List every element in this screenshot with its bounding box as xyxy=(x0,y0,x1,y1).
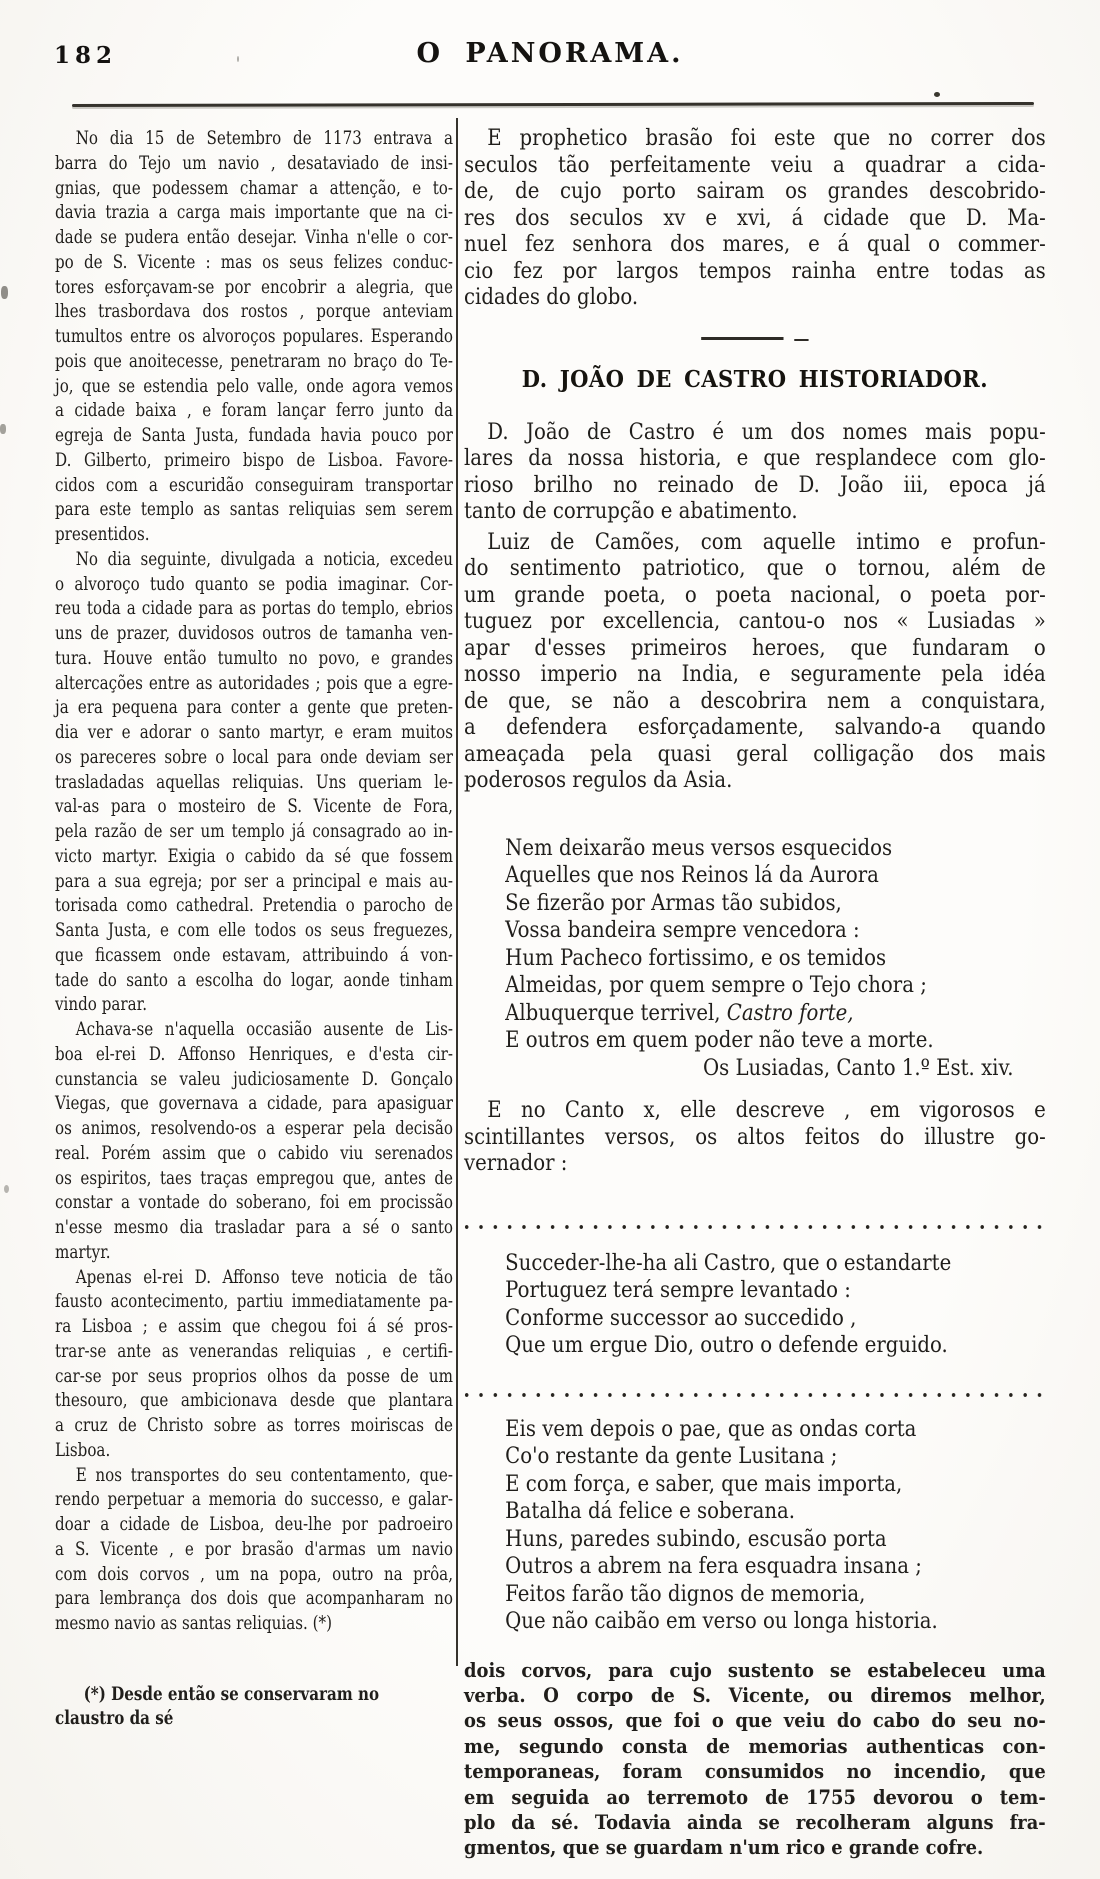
text-line: temporaneas, foram consumidos no incendio, que xyxy=(464,1759,1046,1784)
text-line: jo, que se estendia pelo valle, onde agora vemos xyxy=(55,374,453,397)
text-line: os seus ossos, que foi o que veiu do cabo do seu no- xyxy=(464,1708,1046,1733)
verse-stanza-lusiadas-2 xyxy=(464,1250,1046,1360)
text-line: trasladadas aquellas reliquias. Uns queriam le- xyxy=(55,770,453,793)
header-rule xyxy=(72,102,1034,107)
text-line: car-se por seus proprios olhos da posse de um xyxy=(55,1364,453,1387)
left-column-text xyxy=(55,126,453,1730)
text-line: apar d'esses primeiros heroes, que fundaram o xyxy=(464,635,1046,661)
text-line: verba. O corpo de S. Vicente, ou diremos melhor, xyxy=(464,1682,1046,1707)
text-line: do sentimento patriotico, que o tornou, além de xyxy=(464,556,1046,581)
text-line: cidos com a escuridão conseguiram transportar xyxy=(55,473,453,496)
text-line: gnias, que podessem chamar a attenção, e to- xyxy=(55,176,453,199)
text-line: ameaçada pela quasi geral colligação dos mais xyxy=(464,741,1046,767)
text-line: val-as para o mosteiro de S. Vicente de Fora, xyxy=(55,795,453,818)
text-line: a cruz de Christo sobre as torres moiriscas de xyxy=(55,1414,453,1436)
text-line: Co'o restante da gente Lusitana ; xyxy=(505,1444,838,1469)
text-line: presentidos. xyxy=(55,523,150,545)
text-line: para este templo as santas reliquias sem serem xyxy=(55,498,453,521)
text-line: Conforme successor ao succedido , xyxy=(505,1305,857,1331)
text-line: altercações entre as autoridades ; pois que a egre- xyxy=(55,671,453,694)
text-line xyxy=(505,1000,1046,1028)
left-column xyxy=(55,126,453,1730)
text-line: E nos transportes do seu contentamento, que- xyxy=(75,1463,454,1486)
text-line: Apenas el-rei D. Affonso teve noticia de tão xyxy=(75,1265,454,1288)
text-line: E com força, e saber, que mais importa, xyxy=(505,1471,903,1497)
text-line: barra do Tejo um navio , desataviado de insi- xyxy=(55,151,453,174)
text-line: reu toda a cidade para as portas do templo, ebrios xyxy=(55,597,453,620)
text-line: n'esse mesmo dia trasladar para a sé o santo xyxy=(55,1216,453,1238)
paragraph-camoes xyxy=(464,530,1046,795)
text-line: poderosos regulos da Asia. xyxy=(464,768,733,793)
text-line: cidades do globo. xyxy=(464,285,639,310)
text-line: torisada como cathedral. Pretendia o parocho de xyxy=(55,894,453,917)
dotted-separator xyxy=(464,1224,1046,1230)
text-line: No dia seguinte, divulgada a noticia, excedeu xyxy=(75,547,454,570)
verse-stanza-lusiadas-1 xyxy=(464,835,1046,1083)
text-line: tumultos entre os alvoroços populares. Esperando xyxy=(55,325,453,347)
text-line: Se fizerão por Armas tão subidos, xyxy=(505,890,842,916)
text-line: D. João de Castro é um dos nomes mais popu- xyxy=(487,419,1046,445)
text-line: Vossa bandeira sempre vencedora : xyxy=(505,918,860,943)
text-line: o alvoroço tudo quanto se podia imaginar. Cor- xyxy=(55,572,453,595)
text-line: para lembrança dos dois que acompanharam no xyxy=(55,1587,453,1610)
text-line: seculos tão perfeitamente veiu a quadrar a cida- xyxy=(464,152,1046,178)
verse-text-italic: Castro forte, xyxy=(726,1000,854,1026)
text-line: nuel fez senhora dos mares, e á qual o commer- xyxy=(464,232,1046,257)
ink-speck xyxy=(0,424,6,434)
verse-citation: Os Lusiadas, Canto 1.º Est. xiv. xyxy=(702,1055,1014,1081)
text-line: fausto acontecimento, partiu immediatamente pa- xyxy=(55,1290,453,1313)
text-line: E outros em quem poder não teve a morte. xyxy=(505,1028,934,1053)
page-title: O PANORAMA. xyxy=(416,38,684,69)
text-line: victo martyr. Exigia o cabido da sé que fossem xyxy=(55,844,453,867)
text-line: os pareceres sobre o local para onde deviam ser xyxy=(55,745,453,768)
text-line: tura. Houve então tumulto no povo, e grandes xyxy=(55,646,453,669)
right-column-text xyxy=(464,126,1046,1861)
text-line: me, segundo consta de memorias authenticas con- xyxy=(464,1733,1046,1758)
text-line: a defendera esforçadamente, salvando-a quando xyxy=(464,715,1046,740)
text-line: Hum Pacheco fortissimo, e os temidos xyxy=(505,945,887,971)
stanza-lines xyxy=(505,835,1046,1000)
paragraph-coat-of-arms xyxy=(55,1463,453,1636)
text-line: Succeder-lhe-ha ali Castro, que o estandarte xyxy=(505,1250,952,1276)
text-line: dois corvos, para cujo sustento se estabeleceu uma xyxy=(464,1657,1046,1682)
ink-speck xyxy=(934,92,940,97)
text-line: doar a cidade de Lisboa, deu-lhe por padroeiro xyxy=(55,1513,453,1535)
text-line: com dois corvos , um na popa, outro na prôa, xyxy=(55,1562,453,1585)
stanza-lines xyxy=(505,1027,1046,1055)
text-line: tade do santo a escolha do logar, aonde tinham xyxy=(55,968,453,991)
footnote-continuation xyxy=(464,1658,1046,1861)
text-line: que ficassem onde estavam, attribuindo á von- xyxy=(55,943,453,966)
text-line: um grande poeta, o poeta nacional, o poeta por- xyxy=(464,582,1046,608)
text-line: de, de cujo porto sairam os grandes descobrido- xyxy=(464,179,1046,204)
paragraph-prophetic-crest xyxy=(464,126,1046,312)
text-line: cunstancia se valeu judiciosamente D. Gonçalo xyxy=(55,1067,453,1090)
text-line: nosso imperio na India, e seguramente pela idéa xyxy=(464,662,1046,687)
text-line: constar a vontade do soberano, foi em procissão xyxy=(55,1191,453,1214)
text-line: lhes trasbordava dos rostos , porque anteviam xyxy=(55,300,453,323)
text-line: a S. Vicente , e por brasão d'armas um navio xyxy=(55,1537,453,1560)
ink-speck xyxy=(4,1185,9,1193)
text-line: tanto de corrupção e abatimento. xyxy=(464,499,798,524)
text-line: Huns, paredes subindo, escusão porta xyxy=(505,1526,887,1552)
text-line: Almeidas, por quem sempre o Tejo chora ; xyxy=(505,973,927,998)
paragraph-goncalo-viegas xyxy=(55,1017,453,1265)
paragraph-king-returns xyxy=(55,1265,453,1463)
text-line: Nem deixarão meus versos esquecidos xyxy=(505,835,893,861)
text-line: ra Lisboa ; e assim que chegou foi á sé pros- xyxy=(55,1315,453,1337)
page-number: 182 xyxy=(54,42,118,69)
text-line: Que não caibão em verso ou longa historia. xyxy=(505,1609,938,1634)
text-line: res dos seculos xv e xvi, á cidade que D. Ma- xyxy=(464,205,1046,231)
text-line: po de S. Vicente : mas os seus felizes conduc- xyxy=(55,250,453,273)
text-line: thesouro, que ambicionava desde que plantara xyxy=(55,1389,453,1412)
text-line: Lisboa. xyxy=(55,1438,111,1461)
text-line: Feitos farão tão dignos de memoria, xyxy=(505,1581,866,1607)
column-divider xyxy=(456,118,458,1666)
text-line: Luiz de Camões, com aquelle intimo e profun- xyxy=(487,529,1046,555)
text-line: No dia 15 de Setembro de 1173 entrava a xyxy=(75,127,454,149)
text-line: Santa Justa, e com elle todos os seus freguezes, xyxy=(55,919,453,941)
footnote: (*) Desde então se conservaram no claustro da sé xyxy=(55,1682,380,1729)
text-line: E prophetico brasão foi este que no correr dos xyxy=(487,126,1046,151)
text-line: de que, se não a descobrira nem a conquistara, xyxy=(464,688,1046,714)
paragraph-arrival xyxy=(55,126,453,547)
text-line: Eis vem depois o pae, que as ondas corta xyxy=(505,1416,917,1442)
text-line: Aquelles que nos Reinos lá da Aurora xyxy=(505,863,879,888)
text-line: pela razão de ser um templo já consagrado ao in- xyxy=(55,820,453,842)
page-header xyxy=(0,38,1100,78)
text-line: mesmo navio as santas reliquias. (*) xyxy=(55,1612,332,1634)
article-heading: D. JOÃO DE CASTRO HISTORIADOR. xyxy=(521,364,988,393)
text-line: Portuguez terá sempre levantado : xyxy=(505,1278,851,1303)
text-line: martyr. xyxy=(55,1240,111,1263)
divider-line xyxy=(701,337,783,340)
text-line: vernador : xyxy=(464,1151,568,1176)
text-line: egreja de Santa Justa, fundada havia pouco por xyxy=(55,424,453,446)
text-line: dia ver e adorar o santo martyr, e eram muitos xyxy=(55,721,453,743)
text-line: a cidade baixa , e foram lançar ferro junto da xyxy=(55,399,453,422)
text-line: em seguida ao terremoto de 1755 devorou o tem- xyxy=(464,1784,1046,1809)
text-line: Achava-se n'aquella occasião ausente de Lis- xyxy=(75,1018,454,1040)
paragraph-canto-x xyxy=(464,1098,1046,1178)
text-line: lares da nossa historia, e que resplandece com glo- xyxy=(464,446,1046,471)
divider-dash xyxy=(794,339,808,341)
text-line: pois que anoitecesse, penetraram no braço do Te- xyxy=(55,349,453,372)
text-line: vindo parar. xyxy=(55,993,148,1016)
dotted-separator xyxy=(464,1392,1046,1398)
text-line: Outros a abrem na fera esquadra insana ; xyxy=(505,1554,922,1579)
text-line: tuguez por excellencia, cantou-o nos « Lusiadas » xyxy=(464,609,1046,634)
text-line: tores esforçavam-se por encobrir a alegria, que xyxy=(55,275,453,298)
ink-speck xyxy=(1,286,8,299)
text-line: dade se pudera então desejar. Vinha n'elle o cor- xyxy=(55,226,453,248)
text-line: boa el-rei D. Affonso Henriques, e d'esta cir- xyxy=(55,1042,453,1065)
section-divider xyxy=(701,336,808,340)
text-line: Que um ergue Dio, outro o defende erguido. xyxy=(505,1333,948,1358)
text-line: cio fez por largos tempos rainha entre todas as xyxy=(464,258,1046,284)
text-line: para a sua egreja; por ser a principal e mais au- xyxy=(55,869,453,892)
text-line: E no Canto x, elle descreve , em vigorosos e xyxy=(487,1098,1046,1123)
verse-text: Albuquerque terrivel, xyxy=(505,1000,727,1026)
text-line: Batalha dá felice e soberana. xyxy=(505,1499,796,1524)
text-line: trar-se ante as venerandas reliquias , e certifi- xyxy=(55,1339,453,1362)
text-line: rendo perpetuar a memoria do successo, e galar- xyxy=(55,1488,453,1511)
text-line: rioso brilho no reinado de D. João iii, epoca já xyxy=(464,472,1046,498)
paragraph-joao-de-castro xyxy=(464,420,1046,526)
text-line: davia trazia a carga mais importante que na ci- xyxy=(55,201,453,224)
text-line: os animos, resolvendo-os a esperar pela decisão xyxy=(55,1117,453,1139)
verse-stanza-lusiadas-3 xyxy=(464,1416,1046,1636)
text-line: uns de prazer, duvidosos outros de tamanha ven- xyxy=(55,622,453,644)
text-line: gmentos, que se guardam n'um rico e grande cofre. xyxy=(464,1835,984,1860)
right-column xyxy=(464,126,1046,1861)
text-line: Viegas, que governava a cidade, para apasiguar xyxy=(55,1092,453,1115)
text-line: os espiritos, taes traças empregou que, antes de xyxy=(55,1166,453,1189)
text-line: real. Porém assim que o cabido viu serenados xyxy=(55,1141,453,1164)
paragraph-next-day xyxy=(55,547,453,1017)
text-line: ja era pequena para conter a gente que preten- xyxy=(55,696,453,719)
text-line: D. Gilberto, primeiro bispo de Lisboa. Favore- xyxy=(55,448,453,471)
text-line: scintillantes versos, os altos feitos do illustre go- xyxy=(464,1124,1046,1150)
text-line: plo da sé. Todavia ainda se recolheram alguns fra- xyxy=(464,1809,1046,1834)
